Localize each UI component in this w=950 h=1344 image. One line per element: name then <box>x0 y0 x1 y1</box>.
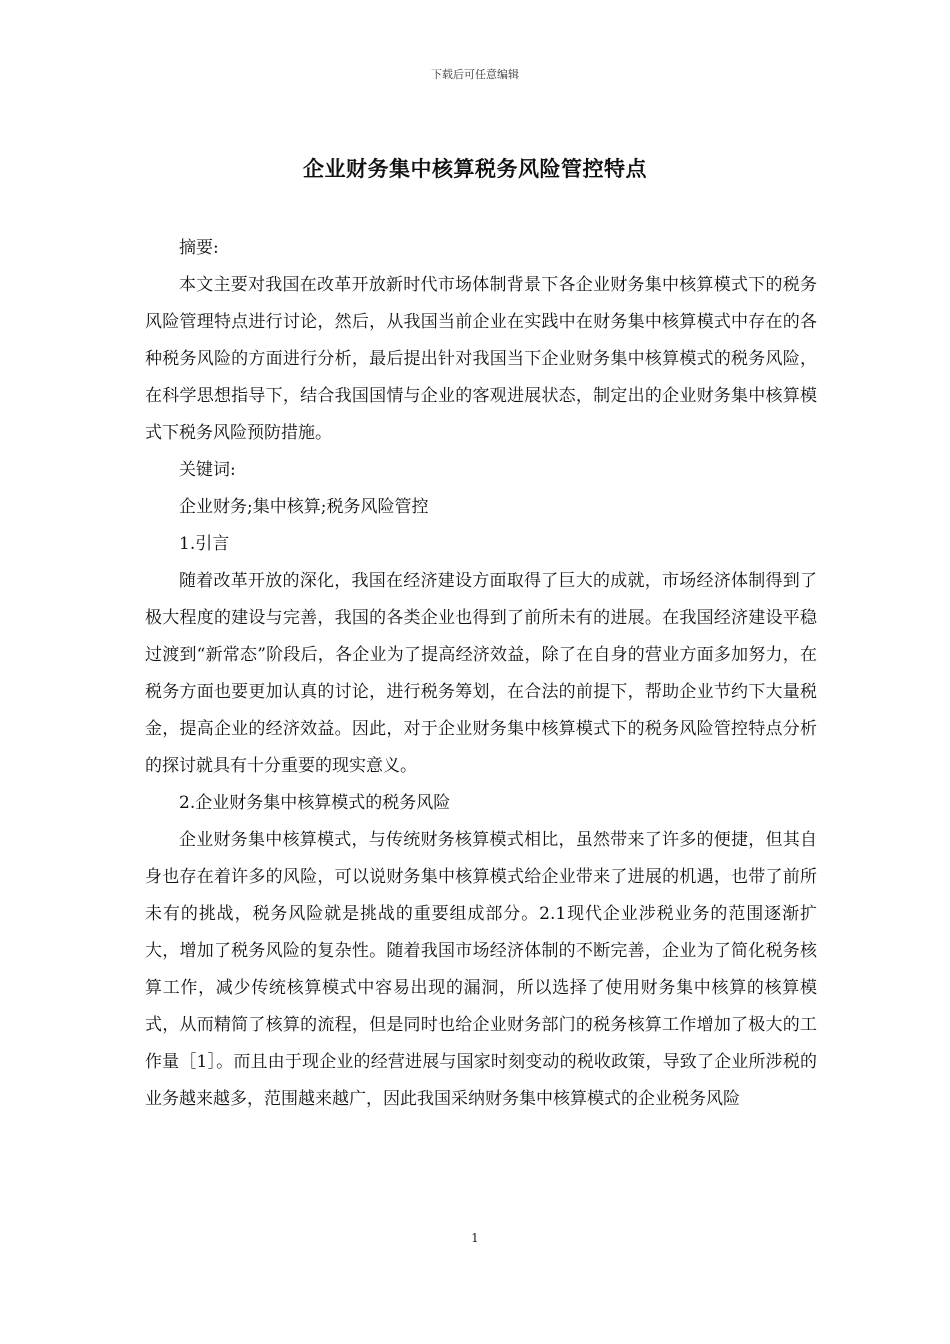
document-title: 企业财务集中核算税务风险管控特点 <box>303 156 647 181</box>
document-body <box>145 230 817 1118</box>
header-note: 下载后可任意编辑 <box>431 68 519 81</box>
section2-heading: 2.企业财务集中核算模式的税务风险 <box>179 793 451 813</box>
keywords-paragraph: 企业财务;集中核算;税务风险管控 <box>179 497 429 517</box>
section1-paragraph: 随着改革开放的深化，我国在经济建设方面取得了巨大的成就，市场经济体制得到了极大程度的建设与完善，我国的各类企业也得到了前所未有的进展。在我国经济建设平稳过渡到“新常态”阶段后，各企业为了提高经济效益，除了在自身的营业方面多加努力，在税务方面也要更加认真的讨论，进行税务筹划，在合法的前提下，帮助企业节约下大量税金，提高企业的经济效益。因此，对于企业财务集中核算模式下的税务风险管控特点分析的探讨就具有十分重要的现实意义。 <box>145 571 817 776</box>
page-number: 1 <box>471 1231 479 1245</box>
abstract-paragraph: 本文主要对我国在改革开放新时代市场体制背景下各企业财务集中核算模式下的税务风险管理特点进行讨论，然后，从我国当前企业在实践中在财务集中核算模式中存在的各种税务风险的方面进行分析，最后提出针对我国当下企业财务集中核算模式的税务风险，在科学思想指导下，结合我国国情与企业的客观进展状态，制定出的企业财务集中核算模式下税务风险预防措施。 <box>145 275 817 443</box>
keywords-label: 关键词: <box>179 460 236 480</box>
abstract-label: 摘要: <box>179 238 219 258</box>
section1-heading: 1.引言 <box>179 534 230 554</box>
section2-paragraph: 企业财务集中核算模式，与传统财务核算模式相比，虽然带来了许多的便捷，但其自身也存在着许多的风险，可以说财务集中核算模式给企业带来了进展的机遇，也带了前所未有的挑战，税务风险就是挑战的重要组成部分。2.1现代企业涉税业务的范围逐渐扩大，增加了税务风险的复杂性。随着我国市场经济体制的不断完善，企业为了简化税务核算工作，减少传统核算模式中容易出现的漏洞，所以选择了使用财务集中核算的核算模式，从而精简了核算的流程，但是同时也给企业财务部门的税务核算工作增加了极大的工作量［1］。而且由于现企业的经营进展与国家时刻变动的税收政策，导致了企业所涉税的业务越来越多，范围越来越广，因此我国采纳财务集中核算模式的企业税务风险 <box>145 830 817 1109</box>
